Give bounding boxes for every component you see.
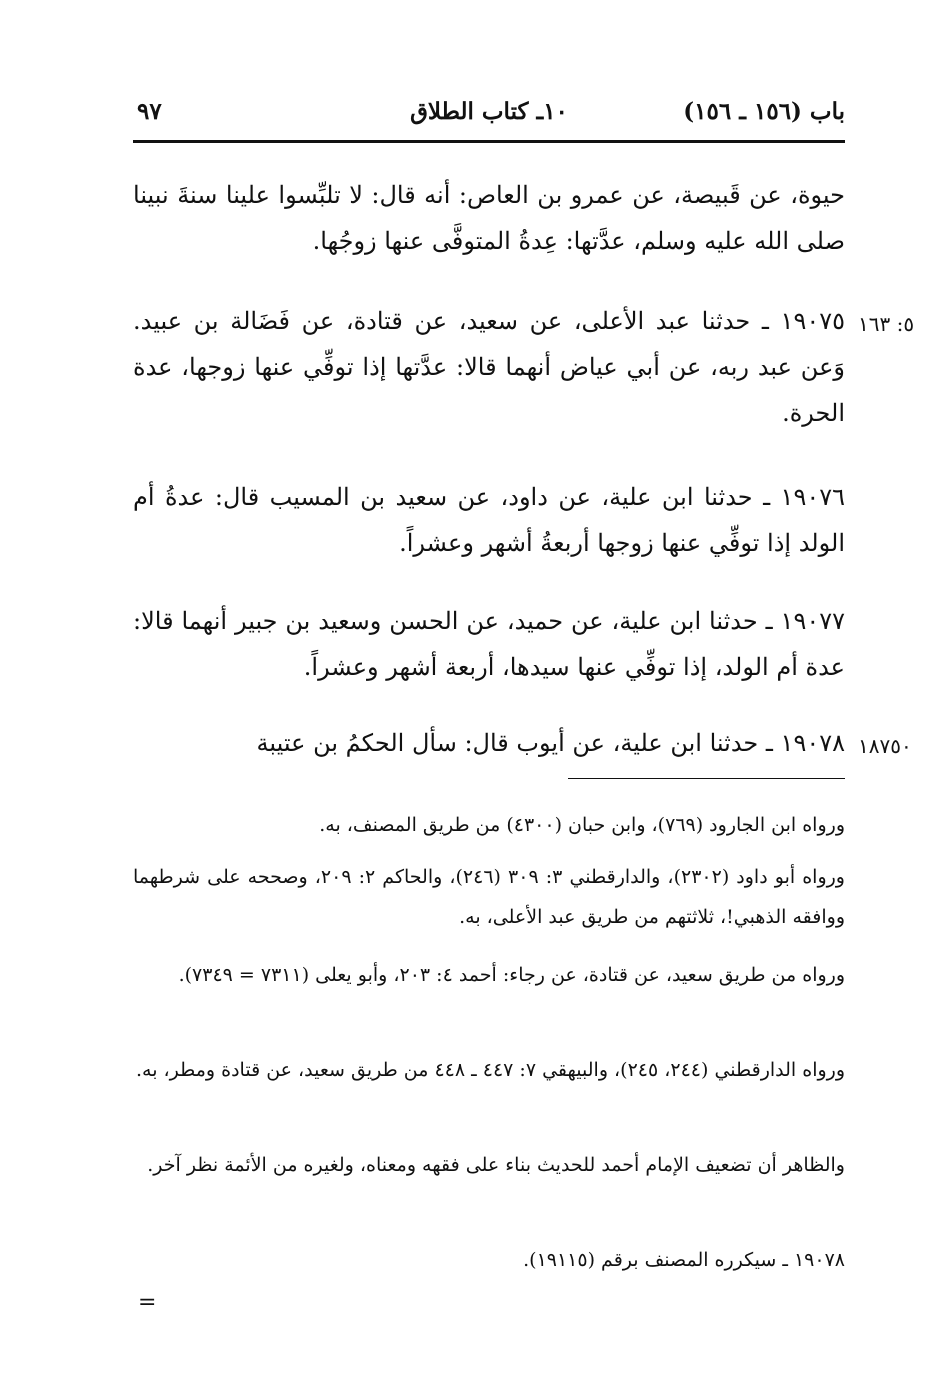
hadith-19076: ١٩٠٧٦ ـ حدثنا ابن علية، عن داود، عن سعيد بن المسيب قال: عدةُ أم الولد إذا توفِّي عنها زوجها أربعةُ أشهر وعشراً. [133,483,845,557]
hadith-19078: ١٩٠٧٨ ـ حدثنا ابن علية، عن أيوب قال: سأل الحكمُ بن عتيبة [256,729,845,757]
footnote: والظاهر أن تضعيف الإمام أحمد للحديث بناء على فقهه ومعناه، ولغيره من الأئمة نظر آخر. [147,1154,845,1176]
running-header [133,94,845,134]
footnote: ورواه الدارقطني (٢٤٤، ٢٤٥)، والبيهقي ٧: ٤٤٧ ـ ٤٤٨ من طريق سعيد، عن قتادة ومطر، به. [135,1059,845,1081]
continuation-text: حيوة، عن قَبيصة، عن عمرو بن العاص: أنه قال: لا تلبِّسوا علينا سنةَ نبينا صلى الله عليه وسلم، عدَّتها: عِدةُ المتوفَّى عنها زوجُها. [133,181,845,255]
chapter-range: باب (١٥٦ ـ ١٥٦) [683,98,845,125]
hadith-19075: ١٩٠٧٥ ـ حدثنا عبد الأعلى، عن سعيد، عن قتادة، عن فَضَالة بن عبيد. وَعن عبد ربه، عن أبي عياض أنهما قالا: عدَّتها إذا توفِّي عنها زوجها، عدة الحرة. [133,307,845,427]
book-title: ١٠ـ كتاب الطلاق [410,98,568,125]
header-rule [133,140,845,143]
footnote: ورواه أبو داود (٢٣٠٢)، والدارقطني ٣: ٣٠٩ (٢٤٦)، والحاكم ٢: ٢٠٩، وصححه على شرطهما ووافقه الذهبي!، ثلاثتهم من طريق عبد الأعلى، به. [133,866,845,928]
margin-reference: ١٨٧٥٠ [858,734,912,758]
footnote-separator [568,778,845,779]
hadith-19077: ١٩٠٧٧ ـ حدثنا ابن علية، عن حميد، عن الحسن وسعيد بن جبير أنهما قالا: عدة أم الولد، إذا توفِّي عنها سيدها، أربعة أشهر وعشراً. [133,607,845,681]
footnote: ١٩٠٧٨ ـ سيكرره المصنف برقم (١٩١١٥). [523,1249,845,1271]
footnote: ورواه من طريق سعيد، عن قتادة، عن رجاء: أحمد ٤: ٢٠٣، وأبو يعلى (٧٣١١ = ٧٣٤٩). [178,964,845,986]
page-number: ٩٧ [137,98,162,125]
footnote: ورواه ابن الجارود (٧٦٩)، وابن حبان (٤٣٠٠) من طريق المصنف، به. [319,814,845,836]
margin-reference: ٥: ١٦٣ [858,312,915,336]
continuation-mark: = [138,1290,157,1315]
